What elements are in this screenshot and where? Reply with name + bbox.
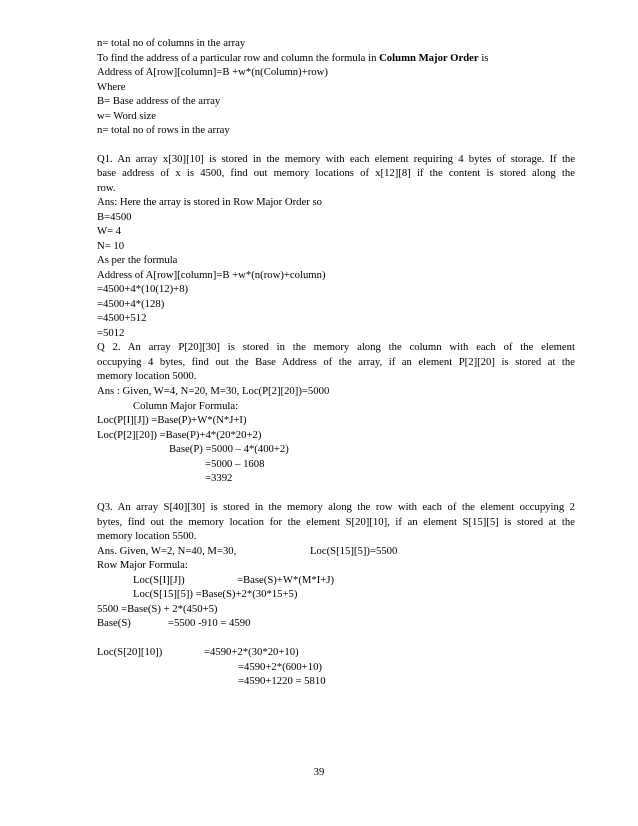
q3-given-loc: Loc(S[15][5])=5500 — [310, 545, 398, 557]
q1-step3: =4500+512 — [97, 312, 147, 324]
q2-substitution: Loc(P[2][20]) =Base(P)+4*(20*20+2) — [97, 429, 262, 441]
q2-base: Base(P) =5000 – 4*(400+2) — [169, 443, 289, 455]
q3-equation1: 5500 =Base(S) + 2*(450+5) — [97, 603, 218, 615]
q3-text-line1: Q3. An array S[40][30] is stored in the memory along the row with each of the element occupying 2 — [97, 501, 575, 513]
q1-formula: Address of A[row][column]=B +w*(n(row)+column) — [97, 269, 326, 281]
q2-formula-label: Column Major Formula: — [133, 400, 239, 412]
column-major-heading — [97, 52, 488, 65]
q1-step2: =4500+4*(128) — [97, 298, 165, 310]
column-major-formula: Address of A[row][column]=B +w*(n(Column)+row) — [97, 66, 328, 78]
q2-formula: Loc(P[I][J]) =Base(P)+W*(N*J+I) — [97, 414, 247, 426]
q2-text-line2: occupying 4 bytes, find out the Base Address of the array, if an element P[2][20] is stored at the — [97, 356, 575, 368]
q1-base: B=4500 — [97, 211, 132, 223]
q1-n: N= 10 — [97, 240, 125, 252]
column-major-bold: Column Major Order — [379, 52, 479, 64]
q3-substitution: Loc(S[15][5]) =Base(S)+2*(30*15+5) — [133, 588, 298, 600]
q3-formula-lhs: Loc(S[I][J]) — [133, 574, 185, 586]
q3-text-line3: memory location 5500. — [97, 530, 197, 542]
q1-text-line2: base address of x is 4500, find out memory locations of x[12][8] if the content is stored along the — [97, 167, 575, 179]
q1-step4: =5012 — [97, 327, 125, 339]
rows-def: n= total no of rows in the array — [97, 124, 230, 136]
base-address-def: B= Base address of the array — [97, 95, 221, 107]
q1-text-line3: row. — [97, 182, 116, 194]
q3-given: Ans. Given, W=2, N=40, M=30, — [97, 545, 237, 557]
q3-loc-value: =4590+2*(30*20+10) — [204, 646, 299, 658]
q1-as-per: As per the formula — [97, 254, 178, 266]
q2-text-line3: memory location 5000. — [97, 370, 197, 382]
q1-text-line1: Q1. An array x[30][10] is stored in the memory with each element requiring 4 bytes of storage. If the — [97, 153, 575, 165]
q1-step1: =4500+4*(10(12)+8) — [97, 283, 189, 295]
page-number: 39 — [313, 766, 325, 778]
q1-word: W= 4 — [97, 225, 122, 237]
q3-loc-label: Loc(S[20][10]) — [97, 646, 163, 658]
q1-answer: Ans: Here the array is stored in Row Major Order so — [97, 196, 322, 208]
q3-base-label: Base(S) — [97, 617, 131, 629]
q2-step1: =5000 – 1608 — [205, 458, 265, 470]
column-major-heading-pre: To find the address of a particular row and column the formula in — [97, 52, 380, 64]
q3-formula-rhs: =Base(S)+W*(M*I+J) — [237, 574, 335, 586]
q2-text-line1: Q 2. An array P[20][30] is stored in the memory along the column with each of the element — [97, 341, 575, 353]
q3-formula-label: Row Major Formula: — [97, 559, 188, 571]
q2-step2: =3392 — [205, 472, 233, 484]
q3-base-value: =5500 -910 = 4590 — [168, 617, 251, 629]
column-major-heading-post: is — [478, 52, 489, 64]
q2-given: Ans : Given, W=4, N=20, M=30, Loc(P[2][20])=5000 — [97, 385, 330, 397]
q3-text-line2: bytes, find out the memory location for the element S[20][10], if an element S[15][5] is stored at the — [97, 516, 575, 528]
q3-step1: =4590+2*(600+10) — [238, 661, 322, 673]
intro-columns-def: n= total no of columns in the array — [97, 37, 246, 49]
where-label: Where — [97, 81, 126, 93]
word-size-def: w= Word size — [97, 110, 156, 122]
q3-step2: =4590+1220 = 5810 — [238, 675, 326, 687]
